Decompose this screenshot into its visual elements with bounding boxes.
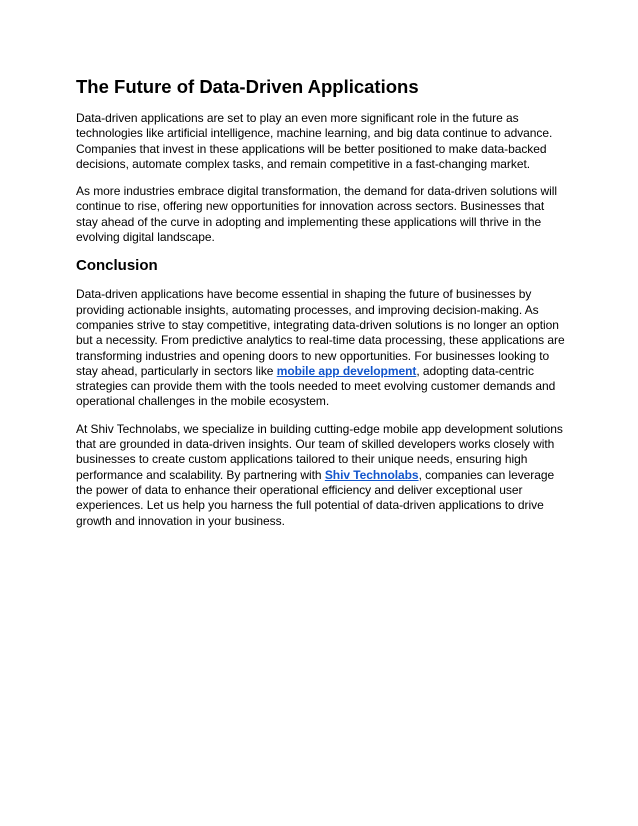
paragraph-text: , companies can leverage the power of data to enhance their operational efficiency and deliver exceptional user experiences. Let us help you harness the full potential of data-driven applications to drive growth and innovation in your business. xyxy=(76,467,555,528)
paragraph-conclusion-2 xyxy=(76,422,566,529)
paragraph-future-2: As more industries embrace digital transformation, the demand for data-driven solutions will continue to rise, offering new opportunities for innovation across sectors. Businesses that stay ahead of the curve in adopting and implementing these applications will thrive in the evolving digital landscape. xyxy=(76,184,557,245)
paragraph-conclusion-1 xyxy=(76,287,566,409)
section-heading-conclusion: Conclusion xyxy=(76,257,158,275)
mobile-app-development-link[interactable]: mobile app development xyxy=(276,363,417,378)
paragraph-future-1: Data-driven applications are set to play an even more significant role in the future as technologies like artificial intelligence, machine learning, and big data continue to advance. Companies that invest in these applications will be better positioned to make data-backed decisions, automate complex tasks, and remain competitive in a fast-changing market. xyxy=(76,111,553,171)
paragraph-text: At Shiv Technolabs, we specialize in building cutting-edge mobile app development solutions that are grounded in data-driven insights. Our team of skilled developers works closely with businesses to create custom applications tailored to their unique needs, ensuring high performance and scalability. By partnering with xyxy=(76,421,563,482)
paragraph-text: Data-driven applications have become essential in shaping the future of businesses by providing actionable insights, automating processes, and improving decision-making. As companies strive to stay competitive, integrating data-driven solutions is no longer an option but a necessity. From predictive analytics to real-time data processing, these applications are transforming industries and opening doors to new opportunities. For businesses looking to stay ahead, particularly in sectors like xyxy=(76,287,565,378)
paragraph-text: , adopting data-centric strategies can provide them with the tools needed to meet evolving customer demands and operational challenges in the mobile ecosystem. xyxy=(76,363,556,409)
document-page xyxy=(76,76,566,541)
section-heading-future: The Future of Data-Driven Applications xyxy=(76,76,419,97)
shiv-technolabs-link[interactable]: Shiv Technolabs xyxy=(324,467,419,482)
